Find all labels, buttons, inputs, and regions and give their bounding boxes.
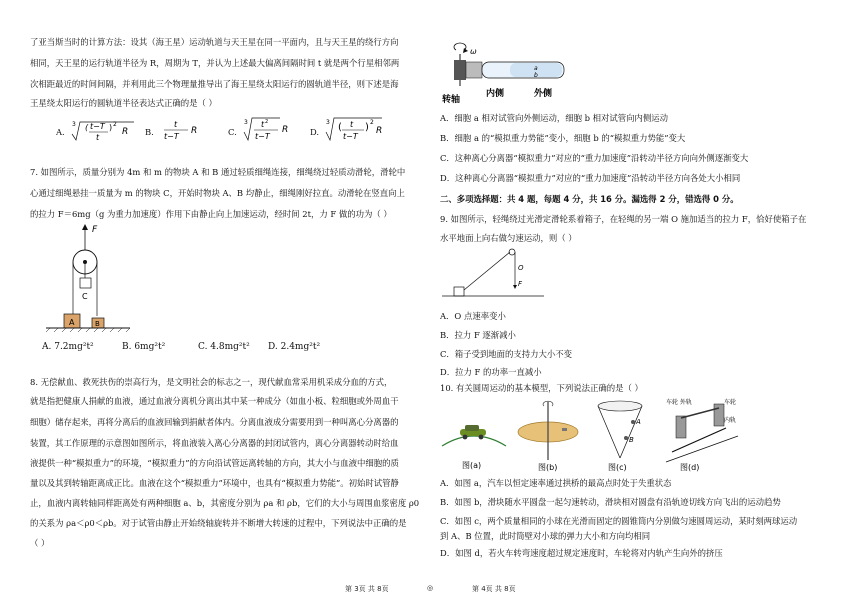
q8-option-d: D．这种离心分离器“模拟重力”对应的“重力加速度”沿转动半径方向各处大小相同	[440, 173, 741, 183]
q10-figures	[440, 396, 740, 472]
q8-line-1: 8. 无偿献血、救死扶伤的崇高行为，是文明社会的标志之一，现代献血常采用机采成分血的方式，	[30, 377, 393, 387]
q6-option-d-formula	[324, 114, 394, 148]
wheel-label: 车轮	[724, 399, 737, 406]
q8-option-a: A．细胞 a 相对试管向外侧运动，细胞 b 相对试管向内侧运动	[440, 113, 669, 123]
ground-hatch	[46, 328, 130, 332]
rope-slant	[464, 252, 510, 290]
q7-option-c: C. 4.8mg²t²	[198, 342, 250, 352]
q10-option-c: C．如图 c，两个质量相同的小球在光滑而固定的圆锥筒内分别做匀速圆周运动，某时刻两球运动	[440, 516, 798, 526]
q8-line-2: 就是指把健康人捐献的血液，通过血液分离机分离出其中某一种成分（如血小板、粒细胞或外周血干	[30, 396, 399, 406]
q6-option-b-formula	[160, 116, 220, 148]
q7-option-d: D. 2.4mg²t²	[268, 342, 321, 352]
svg-text:3: 3	[326, 119, 330, 126]
fig-d-rail	[666, 398, 738, 472]
q8-option-c: C．这种离心分离器“模拟重力”对应的“重力加速度”沿转动半径方向向外侧逐渐变大	[440, 153, 749, 163]
svg-text:R: R	[282, 125, 289, 135]
q6-option-a-label: A.	[56, 127, 65, 137]
q7-line-2: 心通过细绳悬挂一质量为 m 的物块 C，开始时物块 A、B 均静止，细绳刚好拉直。动滑轮在竖直向上	[30, 188, 405, 198]
svg-text:R: R	[122, 127, 129, 137]
q6-option-d-label: D.	[310, 127, 320, 137]
intro-line-2: 相同，天王星的运行轨道半径为 R，周期为 T，并认为上述最大偏离间隔时间 t 就是两个行星相邻两	[30, 58, 400, 68]
svg-text:2: 2	[113, 121, 117, 128]
cone-b-label: B	[629, 436, 634, 444]
section-2-heading: 二、多项选择题：共 4 题，每题 4 分，共 16 分。漏选得 2 分，错选得 0 分。	[440, 194, 739, 204]
svg-text:(: (	[338, 122, 342, 133]
q10-option-b: B．如图 b，滑块随水平圆盘一起匀速转动，滑块相对圆盘有沿轨迹切线方向飞出的运动趋势	[440, 497, 781, 507]
fig-a-car-bridge	[442, 425, 506, 470]
svg-text:t−T: t−T	[90, 122, 105, 131]
svg-text:2: 2	[370, 119, 374, 126]
q7-line-3: 的拉力 F＝6mg（g 为重力加速度）作用下由静止向上加速运动，经时间 2t，力 F 做的功为（ ）	[30, 209, 392, 219]
block-b-label: B	[95, 320, 100, 328]
q7-line-1: 7. 如图所示，质量分别为 4m 和 m 的物块 A 和 B 通过轻质细绳连接，细绳绕过轻质动滑轮，滑轮中	[30, 167, 406, 177]
svg-text:t: t	[96, 133, 100, 142]
force-label: F	[92, 225, 98, 235]
outer-label: 外侧	[534, 89, 553, 99]
svg-text:R: R	[376, 126, 383, 136]
svg-text:t: t	[350, 120, 354, 129]
svg-text:t: t	[261, 120, 265, 129]
block-c-label: C	[82, 292, 88, 301]
block-a-label: A	[69, 318, 75, 327]
o-label: O	[518, 264, 524, 272]
fig-d-label: 图(d)	[680, 463, 700, 472]
footer-right-page: 第 4页 共 8页	[472, 585, 516, 593]
footer-mid-mark: ◎	[427, 584, 434, 592]
force-arrow-head	[82, 224, 88, 230]
fig-b-turntable	[518, 401, 578, 472]
svg-text:t−T: t−T	[343, 132, 358, 141]
q9-line-1: 9. 如图所示，轻绳绕过光滑定滑轮系着箱子，在轻绳的另一端 O 施加适当的拉力 F，恰好使箱子在	[440, 214, 807, 224]
q8-line-9: （ ）	[30, 538, 50, 548]
f-label: F	[518, 280, 523, 288]
cell-a-label: a	[534, 65, 538, 72]
q9-box-figure	[440, 244, 550, 302]
q7-pulley-figure	[40, 222, 140, 332]
q9-option-c: C．箱子受到地面的支持力大小不变	[440, 349, 573, 359]
pulley-axle	[83, 260, 87, 264]
q9-option-a: A．O 点速率变小	[440, 311, 506, 321]
q10-title: 10. 有关圆周运动的基本模型，下列说法正确的是（ ）	[440, 383, 643, 393]
svg-text:R: R	[191, 126, 198, 136]
svg-text:t−T: t−T	[255, 132, 270, 141]
axis-block	[454, 60, 466, 80]
q8-line-7: 止，血液内离转轴同样距离处有两种细胞 a、b，其密度分别为 ρa 和 ρb，它们的大小与周围血浆密度 ρ0	[30, 498, 420, 508]
svg-text:): )	[109, 123, 113, 132]
axis-label: 转轴	[442, 95, 461, 105]
q8-option-b: B．细胞 a 的“模拟重力势能”变小，细胞 b 的“模拟重力势能”变大	[440, 133, 686, 143]
q10-option-a: A．如图 a，汽车以恒定速率通过拱桥的最高点时处于失重状态	[440, 478, 672, 488]
svg-text:): )	[365, 122, 369, 133]
outer-rail-label: 车轮 外轨	[666, 399, 692, 406]
svg-text:3: 3	[244, 119, 248, 126]
cell-b-label: b	[534, 72, 538, 79]
footer-left-page: 第 3页 共 8页	[345, 585, 389, 593]
q8-line-3: 细胞）储存起来，再将分离后的血液回输到捐献者体内。分离血液成分需要用到一种叫离心分离器的	[30, 417, 399, 427]
omega-label: ω	[470, 47, 477, 56]
box	[454, 287, 464, 296]
block-c	[80, 278, 91, 288]
q10-option-c-cont: 到 A、B 位置，此时筒壁对小球的弹力大小和方向均相同	[440, 531, 651, 541]
tube-cap	[466, 62, 482, 78]
q6-option-c-formula	[242, 114, 302, 148]
q7-option-a: A. 7.2mg²t²	[42, 342, 94, 352]
q9-option-d: D．拉力 F 的功率一直减小	[440, 367, 542, 377]
q6-option-c-label: C.	[228, 127, 237, 137]
q8-line-6: 量以及其到转轴距离成正比。血液在这个“模拟重力”环境中，也具有“模拟重力势能”。初始时试管静	[30, 478, 399, 488]
inner-rail-label: 内轨	[724, 417, 737, 424]
q9-option-b: B．拉力 F 逐渐减小	[440, 330, 516, 340]
svg-text:3: 3	[72, 121, 76, 128]
fig-c-label: 图(c)	[608, 463, 627, 472]
q8-line-8: 的关系为 ρa＜ρ0＜ρb。对于试管由静止开始绕轴旋转并不断增大转速的过程中，下列说法中正确的是	[30, 518, 407, 528]
q7-option-b: B. 6mg²t²	[122, 342, 166, 352]
q6-option-b-label: B.	[145, 127, 154, 137]
intro-line-3: 次相距最近的时间间隔，并利用此三个物理量推导出了海王星绕太阳运行的圆轨道半径，则下述是海	[30, 79, 399, 89]
fig-a-label: 图(a)	[462, 461, 482, 470]
cone-a-label: A	[636, 418, 641, 426]
svg-text:t−T: t−T	[164, 132, 179, 141]
q8-line-4: 装置，其工作原理的示意图如图所示，将血液装入离心分离器的封闭试管内，离心分离器转动时给血	[30, 438, 399, 448]
svg-text:(: (	[85, 123, 89, 132]
q6-option-a-formula	[70, 116, 140, 148]
inner-label: 内侧	[486, 89, 505, 99]
intro-line-1: 了亚当斯当时的计算方法：设其（海王星）运动轨道与天王星在同一平面内，且与天王星的绕行方向	[30, 37, 399, 47]
intro-line-4: 王星绕太阳运行的圆轨道半径表达式正确的是（ ）	[30, 98, 217, 108]
fig-c-cone	[598, 401, 642, 472]
q8-line-5: 液提供一种“模拟重力”的环境，“模拟重力”的方向沿试管远离转轴的方向，其大小与血液中细胞的质	[30, 458, 399, 468]
centrifuge-figure	[440, 40, 580, 106]
q9-line-2: 水平地面上向右做匀速运动，则（ ）	[440, 233, 577, 243]
svg-text:t: t	[174, 120, 178, 129]
svg-text:2: 2	[265, 119, 269, 125]
q10-option-d: D．如图 d，若火车转弯速度超过规定速度时，车轮将对内轨产生向外的挤压	[440, 548, 723, 558]
fig-b-label: 图(b)	[538, 463, 558, 472]
